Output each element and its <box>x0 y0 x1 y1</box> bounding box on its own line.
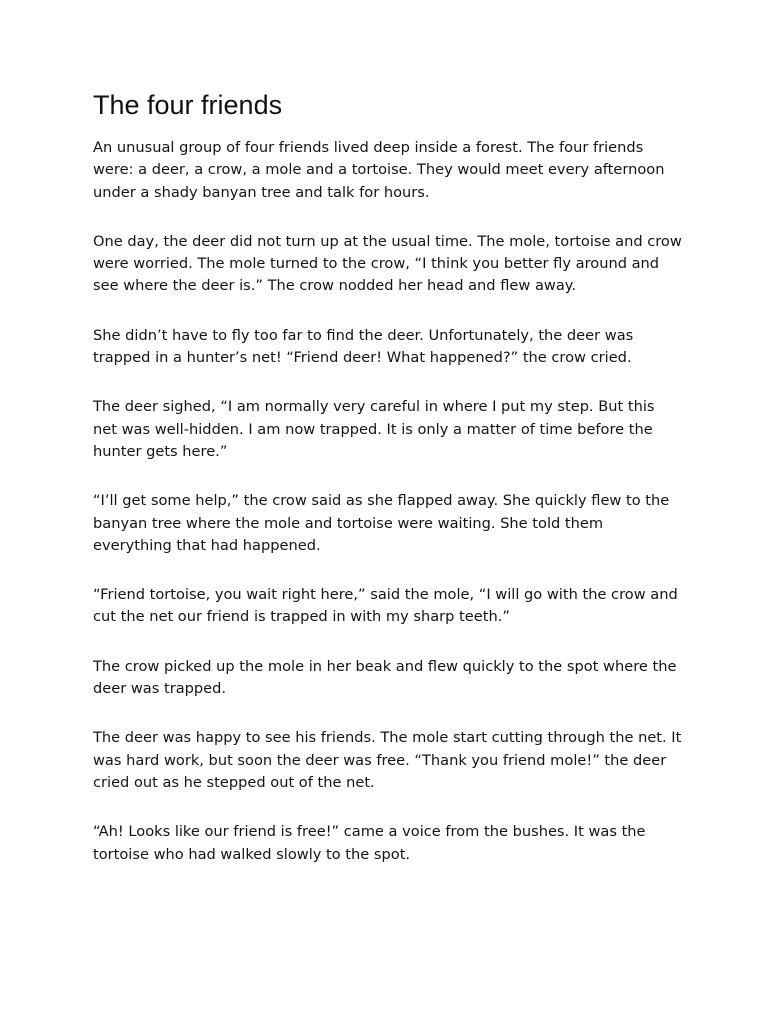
paragraph: “Ah! Looks like our friend is free!” came a voice from the bushes. It was the tortoise who had walked slowly to the spot. <box>93 823 646 863</box>
paragraph: “I’ll get some help,” the crow said as she flapped away. She quickly flew to the banyan tree where the mole and tortoise were waiting. She told them everything that had happened. <box>93 492 670 554</box>
paragraph: An unusual group of four friends lived deep inside a forest. The four friends were: a deer, a crow, a mole and a tortoise. They would meet every afternoon under a shady banyan tree and talk for hours. <box>93 139 665 201</box>
paragraph: The deer sighed, “I am normally very careful in where I put my step. But this net was well-hidden. I am now trapped. It is only a matter of time before the hunter gets here.” <box>93 398 655 460</box>
story-body <box>93 137 683 893</box>
paragraph: The crow picked up the mole in her beak and flew quickly to the spot where the deer was trapped. <box>93 657 677 698</box>
page-title: The four friends <box>93 90 283 120</box>
paragraph: “Friend tortoise, you wait right here,” said the mole, “I will go with the crow and cut the net our friend is trapped in with my sharp teeth.” <box>93 586 678 626</box>
paragraph: She didn’t have to fly too far to find the deer. Unfortunately, the deer was trapped in a hunter’s net! “Friend deer! What happened?” the crow cried. <box>93 326 634 367</box>
paragraph: One day, the deer did not turn up at the usual time. The mole, tortoise and crow were worried. The mole turned to the crow, “I think you better fly around and see where the deer is.” The crow nodded her head and flew away. <box>93 232 682 295</box>
paragraph: The deer was happy to see his friends. The mole start cutting through the net. It was hard work, but soon the deer was free. “Thank you friend mole!” the deer cried out as he stepped out of the net. <box>93 729 682 791</box>
